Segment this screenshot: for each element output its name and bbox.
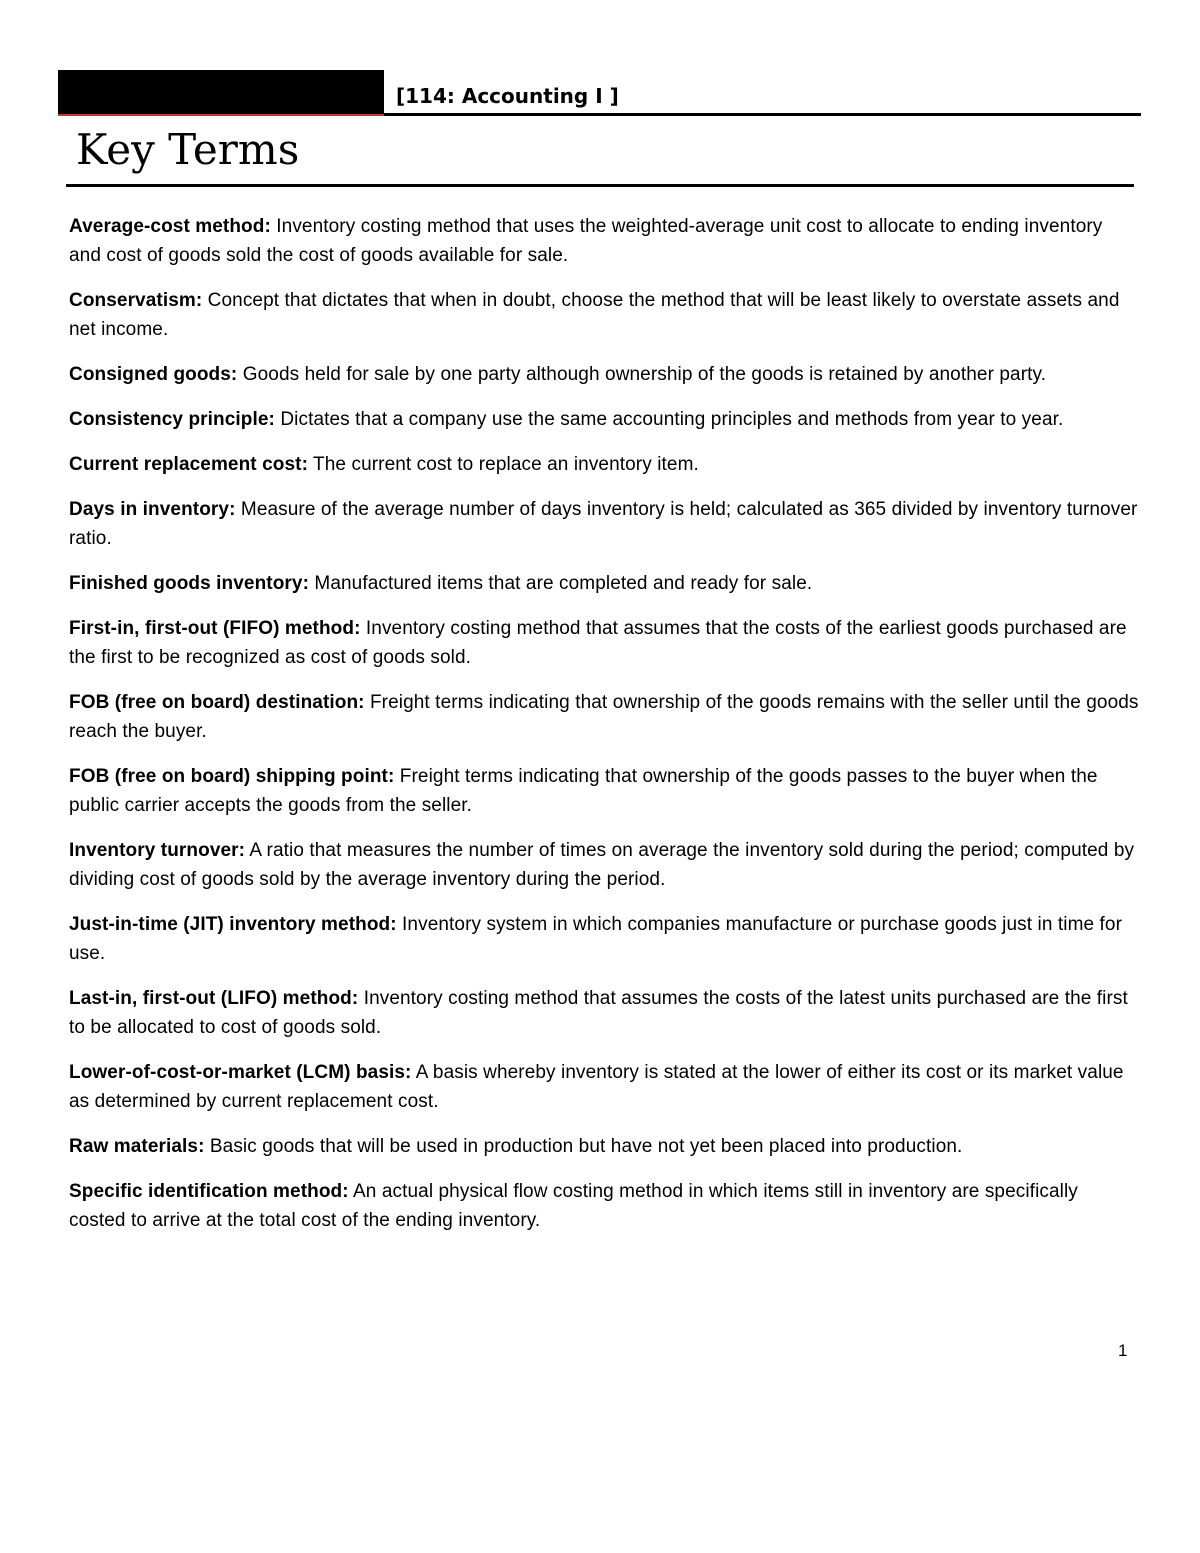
term-definition: The current cost to replace an inventory item. (308, 454, 699, 475)
header-rule (384, 113, 1141, 116)
term-entry (69, 614, 1139, 672)
term-definition: Basic goods that will be used in production but have not yet been placed into production. (204, 1136, 963, 1157)
term-name: Average-cost method: (69, 216, 271, 237)
term-definition: Inventory system in which companies manufacture or purchase goods just in time for use. (69, 914, 1123, 964)
term-definition: Inventory costing method that assumes that the costs of the earliest goods purchased are the first to be recognized as cost of goods sold. (69, 618, 1127, 668)
term-definition: Dictates that a company use the same accounting principles and methods from year to year. (274, 409, 1064, 430)
term-entry (69, 360, 1139, 389)
term-entry (69, 910, 1139, 968)
term-name: Days in inventory: (69, 499, 236, 520)
term-definition: Freight terms indicating that ownership of the goods remains with the seller until the goods reach the buyer. (69, 692, 1139, 742)
term-name: Current replacement cost: (69, 454, 309, 475)
title-rule (66, 184, 1134, 187)
term-entry (69, 1132, 1139, 1161)
term-name: Consistency principle: (69, 409, 275, 430)
header-accent-line (58, 114, 384, 116)
term-definition: A basis whereby inventory is stated at the lower of either its cost or its market value as determined by current replacement cost. (69, 1062, 1124, 1112)
term-definition: Inventory costing method that uses the weighted-average unit cost to allocate to ending inventory and cost of goods sold the cost of goods available for sale. (69, 216, 1103, 266)
term-definition: Freight terms indicating that ownership of the goods passes to the buyer when the public carrier accepts the goods from the seller. (69, 766, 1098, 816)
term-definition: A ratio that measures the number of times on average the inventory sold during the period; computed by dividing cost of goods sold by the average inventory during the period. (69, 840, 1135, 890)
term-entry (69, 212, 1139, 270)
term-entry (69, 688, 1139, 746)
term-name: Inventory turnover: (69, 840, 246, 861)
term-definition: Goods held for sale by one party although ownership of the goods is retained by another party. (237, 364, 1047, 385)
term-name: Raw materials: (69, 1136, 205, 1157)
term-entry (69, 1177, 1139, 1235)
page-number: 1 (1118, 1341, 1128, 1360)
term-entry (69, 836, 1139, 894)
term-entry (69, 762, 1139, 820)
term-entry (69, 405, 1139, 434)
term-name: First-in, first-out (FIFO) method: (69, 618, 361, 639)
term-entry (69, 286, 1139, 344)
term-entry (69, 984, 1139, 1042)
term-name: Consigned goods: (69, 364, 238, 385)
term-name: Lower-of-cost-or-market (LCM) basis: (69, 1062, 412, 1083)
term-name: FOB (free on board) shipping point: (69, 766, 395, 787)
term-name: Last-in, first-out (LIFO) method: (69, 988, 359, 1009)
term-definition: Manufactured items that are completed and ready for sale. (309, 573, 813, 594)
term-name: Specific identification method: (69, 1181, 349, 1202)
term-entry (69, 1058, 1139, 1116)
term-entry (69, 450, 1139, 479)
term-name: Just-in-time (JIT) inventory method: (69, 914, 397, 935)
course-header: [114: Accounting I ] (396, 84, 619, 108)
term-entry (69, 495, 1139, 553)
term-definition: Measure of the average number of days inventory is held; calculated as 365 divided by inventory turnover ratio. (69, 499, 1138, 549)
term-entry (69, 569, 1139, 598)
term-definition: Concept that dictates that when in doubt, choose the method that will be least likely to overstate assets and net income. (69, 290, 1120, 340)
header-black-block (58, 70, 384, 116)
key-terms-list (69, 212, 1139, 1251)
term-name: Conservatism: (69, 290, 203, 311)
term-name: Finished goods inventory: (69, 573, 310, 594)
term-definition: An actual physical flow costing method in which items still in inventory are specifically costed to arrive at the total cost of the ending inventory. (69, 1181, 1078, 1231)
term-name: FOB (free on board) destination: (69, 692, 365, 713)
page-title: Key Terms (76, 125, 300, 174)
term-definition: Inventory costing method that assumes the costs of the latest units purchased are the first to be allocated to cost of goods sold. (69, 988, 1128, 1038)
